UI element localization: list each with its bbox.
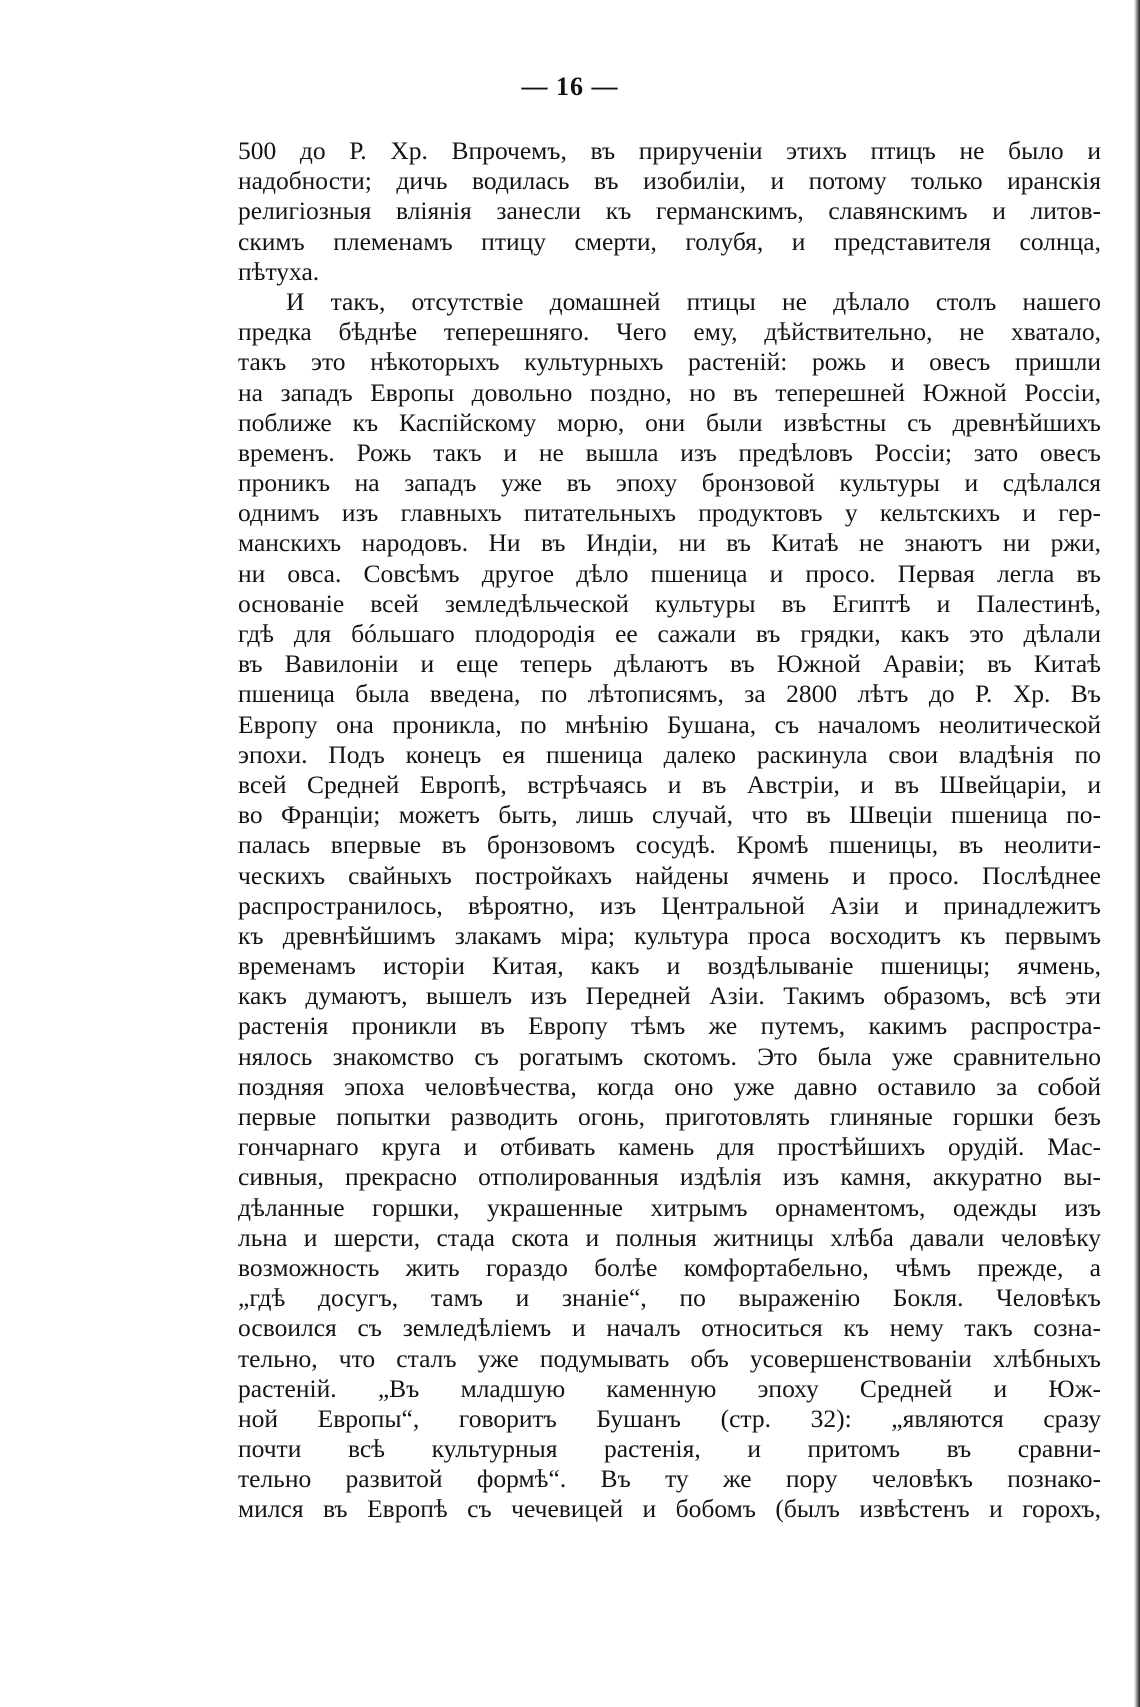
text-line: растенія проникли въ Европу тѣмъ же путемъ, какимъ распростра-: [238, 1011, 1101, 1041]
text-line: нялось знакомство съ рогатымъ скотомъ. Это была уже сравнительно: [238, 1041, 1101, 1071]
text-line: эпохи. Подъ конецъ ея пшеница далеко раскинула свои владѣнія по: [238, 739, 1101, 769]
text-line: „гдѣ досугъ, тамъ и знаніе“, по выраженію Бокля. Человѣкъ: [238, 1283, 1101, 1313]
body-text: [238, 136, 1101, 1525]
text-line: первые попытки разводить огонь, приготовлять глиняные горшки безъ: [238, 1102, 1101, 1131]
text-line: Европу она проникла, по мнѣнію Бушана, съ началомъ неолитической: [238, 709, 1101, 739]
text-line: распространилось, вѣроятно, изъ Центральной Азіи и принадлежитъ: [238, 890, 1101, 920]
text-line: сивныя, прекрасно отполированныя издѣлія изъ камня, аккуратно вы-: [238, 1162, 1101, 1192]
text-line: мился въ Европѣ съ чечевицей и бобомъ (былъ извѣстенъ и горохъ,: [238, 1494, 1101, 1524]
text-line: гончарнаго круга и отбивать камень для простѣйшихъ орудій. Мас-: [238, 1132, 1101, 1162]
text-line: тельно, что сталъ уже подумывать объ усовершенствованіи хлѣбныхъ: [238, 1343, 1101, 1373]
text-line: манскихъ народовъ. Ни въ Индіи, ни въ Китаѣ не знаютъ ни ржи,: [238, 528, 1101, 558]
paragraph-1: [238, 136, 1101, 287]
text-line: поздняя эпоха человѣчества, когда оно уже давно оставило за собой: [238, 1071, 1101, 1101]
text-line: пшеница была введена, по лѣтописямъ, за 2800 лѣтъ до Р. Хр. Въ: [238, 679, 1101, 709]
text-line: почти всѣ культурныя растенія, и притомъ въ сравни-: [238, 1434, 1101, 1464]
text-line: проникъ на западъ уже въ эпоху бронзовой культуры и сдѣлался: [238, 468, 1101, 498]
text-line: предка бѣднѣе теперешняго. Чего ему, дѣйствительно, не хватало,: [238, 317, 1101, 347]
text-line: И такъ, отсутствіе домашней птицы не дѣлало столъ нашего: [286, 286, 1101, 316]
text-line: пѣтуха.: [238, 256, 320, 286]
text-line: дѣланные горшки, украшенные хитрымъ орнаментомъ, одежды изъ: [238, 1192, 1101, 1222]
text-line: въ Вавилоніи и еще теперь дѣлаютъ въ Южной Аравіи; въ Китаѣ: [238, 649, 1101, 679]
text-line: всей Средней Европѣ, встрѣчаясь и въ Австріи, и въ Швейцаріи, и: [238, 769, 1101, 799]
text-line: основаніе всей земледѣльческой культуры въ Египтѣ и Палестинѣ,: [238, 588, 1101, 618]
paragraph-2: [238, 287, 1101, 1525]
page-edge: [1134, 0, 1140, 1707]
text-line: растеній. „Въ младшую каменную эпоху Средней и Юж-: [238, 1373, 1101, 1403]
text-line: во Франціи; можетъ быть, лишь случай, что въ Швеціи пшеница по-: [238, 800, 1101, 830]
text-line: освоился съ земледѣліемъ и началъ относиться къ нему такъ созна-: [238, 1313, 1101, 1343]
text-line: временамъ исторіи Китая, какъ и воздѣлываніе пшеницы; ячмень,: [238, 951, 1101, 981]
text-line: однимъ изъ главныхъ питательныхъ продуктовъ у кельтскихъ и гер-: [238, 498, 1101, 528]
text-line: 500 до Р. Хр. Впрочемъ, въ прирученіи этихъ птицъ не было и: [238, 136, 1101, 165]
text-line: ни овса. Совсѣмъ другое дѣло пшеница и просо. Первая легла въ: [238, 558, 1101, 588]
text-line: возможность жить гораздо болѣе комфортабельно, чѣмъ прежде, а: [238, 1252, 1101, 1282]
text-line: палась впервые въ бронзовомъ сосудѣ. Кромѣ пшеницы, въ неолити-: [238, 830, 1101, 860]
text-line: скимъ племенамъ птицу смерти, голубя, и представителя солнца,: [238, 226, 1101, 256]
text-line: временъ. Рожь такъ и не вышла изъ предѣловъ Россіи; зато овесъ: [238, 437, 1101, 467]
text-line: надобности; дичь водилась въ изобиліи, и потому только иранскія: [238, 166, 1101, 196]
text-line: на западъ Европы довольно поздно, но въ теперешней Южной Россіи,: [238, 377, 1101, 407]
text-line: тельно развитой формѣ“. Въ ту же пору человѣкъ познако-: [238, 1464, 1101, 1494]
text-line: какъ думаютъ, вышелъ изъ Передней Азіи. Такимъ образомъ, всѣ эти: [238, 981, 1101, 1011]
text-line: льна и шерсти, стада скота и полныя житницы хлѣба давали человѣку: [238, 1222, 1101, 1252]
text-line: религіозныя вліянія занесли къ германскимъ, славянскимъ и литов-: [238, 196, 1101, 226]
text-line: ческихъ свайныхъ постройкахъ найдены ячмень и просо. Послѣднее: [238, 860, 1101, 890]
text-line: къ древнѣйшимъ злакамъ міра; культура проса восходитъ къ первымъ: [238, 920, 1101, 950]
text-line: поближе къ Каспійскому морю, они были извѣстны съ древнѣйшихъ: [238, 407, 1101, 437]
text-line: ной Европы“, говоритъ Бушанъ (стр. 32): „являются сразу: [238, 1403, 1101, 1433]
text-line: такъ это нѣкоторыхъ культурныхъ растеній: рожь и овесъ пришли: [238, 347, 1101, 377]
text-line: гдѣ для бóльшаго плодородія ее сажали въ грядки, какъ это дѣлали: [238, 619, 1101, 648]
page-number: — 16 —: [521, 72, 619, 101]
